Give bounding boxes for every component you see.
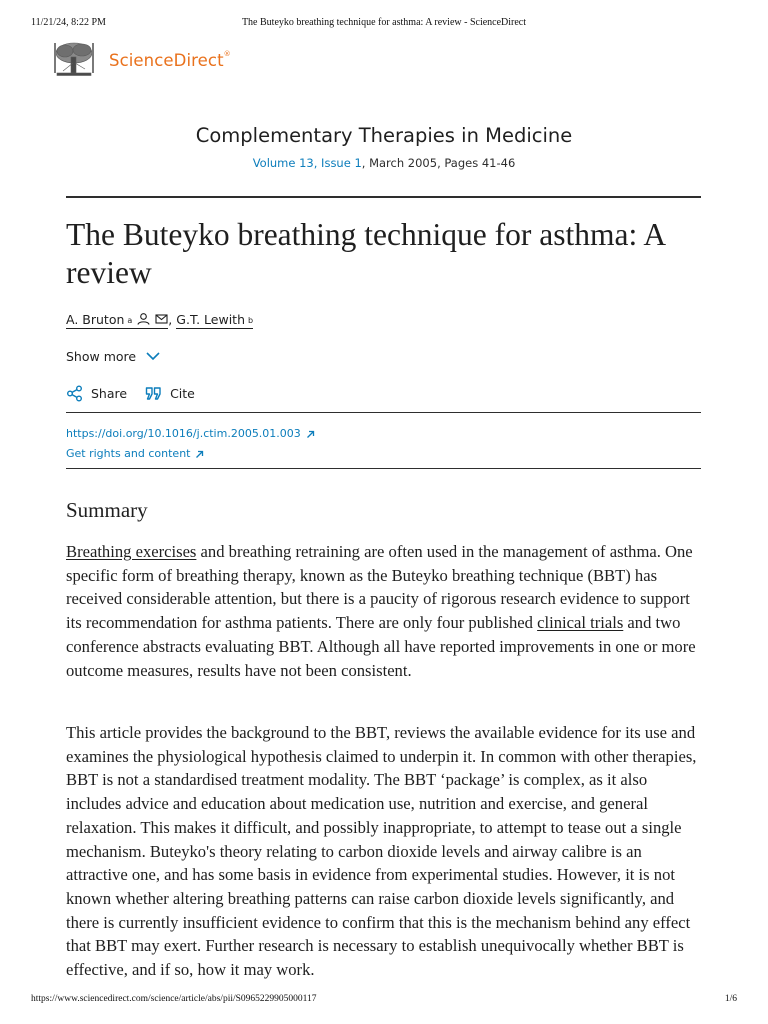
author-name: G.T. Lewith xyxy=(176,312,245,327)
article-actions xyxy=(66,385,213,402)
person-icon xyxy=(137,313,150,325)
external-link-icon xyxy=(195,450,204,459)
share-button[interactable] xyxy=(66,385,127,402)
chevron-down-icon xyxy=(146,352,160,361)
author-list xyxy=(66,312,253,329)
paragraph-text: and two conference abstracts evaluating BBT. Although all have reported improvements in one or more outcome measures, results have not been consistent. xyxy=(66,613,696,680)
article-title: The Buteyko breathing technique for asthma: A review xyxy=(66,217,665,290)
show-more-button[interactable] xyxy=(66,349,160,364)
breathing-exercises-link[interactable]: Breathing exercises xyxy=(66,542,197,561)
article-links xyxy=(66,424,315,464)
brand-name: ScienceDirect® xyxy=(109,49,231,70)
links-divider xyxy=(66,468,701,469)
doi-text: https://doi.org/10.1016/j.ctim.2005.01.003 xyxy=(66,427,301,440)
summary-paragraph-1 xyxy=(66,540,706,682)
volume-issue-link[interactable]: Volume 13, Issue 1 xyxy=(252,156,362,170)
share-icon xyxy=(66,385,83,402)
rights-text: Get rights and content xyxy=(66,447,191,460)
journal-name[interactable]: Complementary Therapies in Medicine xyxy=(195,124,573,147)
envelope-icon xyxy=(155,313,168,325)
print-doc-title: The Buteyko breathing technique for asthma: A review - ScienceDirect xyxy=(241,17,527,28)
external-link-icon xyxy=(306,430,315,439)
sciencedirect-logo[interactable] xyxy=(51,40,231,80)
clinical-trials-link[interactable]: clinical trials xyxy=(537,613,624,633)
paragraph-text: and breathing retraining are often used in the management of asthma. One specific form of breathing therapy, known as the Buteyko breathing technique (BBT) has received considerable attention, but there is a paucity of rigorous research evidence to support its recommendation for asthma patients. There are only four published xyxy=(66,542,693,633)
doi-link[interactable] xyxy=(66,424,315,444)
author-affiliation-mark: a xyxy=(127,316,133,325)
print-footer xyxy=(31,994,737,1008)
rights-link[interactable] xyxy=(66,444,315,464)
cite-label: Cite xyxy=(170,386,195,401)
registered-mark: ® xyxy=(223,49,231,58)
cite-button[interactable] xyxy=(145,385,195,402)
show-more-label: Show more xyxy=(66,349,137,364)
issue-date-pages: , March 2005, Pages 41-46 xyxy=(361,156,516,170)
summary-paragraph-2: This article provides the background to the BBT, reviews the available evidence for its use and examines the physiological hypothesis claimed to underpin it. In common with other therapies, BBT is not a standardised treatment modality. The BBT ‘package’ is complex, as it also includes advice and education about medication use, nutrition and exercise, and general relaxation. This makes it difficult, and possibly inappropriate, to attempt to tease out a single mechanism. Buteyko's theory relating to carbon dioxide levels and airway calibre is an attractive one, and has some basis in evidence from experimental studies. However, it is not known whether altering breathing patterns can raise carbon dioxide levels significantly, and there is currently insufficient evidence to confirm that this is the mechanism behind any effect that BBT may exert. Further research is necessary to establish unequivocally whether BBT is effective, and if so, how it may work. xyxy=(66,723,697,980)
quote-icon xyxy=(145,385,162,402)
issue-info xyxy=(66,156,702,170)
print-header xyxy=(31,17,737,31)
summary-heading: Summary xyxy=(66,498,148,522)
author-name: A. Bruton xyxy=(66,312,125,327)
author-link[interactable] xyxy=(176,312,253,329)
print-page-number: 1/6 xyxy=(724,994,737,1004)
author-separator: , xyxy=(168,312,173,327)
print-url: https://www.sciencedirect.com/science/article/abs/pii/S0965229905000117 xyxy=(31,994,317,1004)
share-label: Share xyxy=(91,386,128,401)
print-datetime: 11/21/24, 8:22 PM xyxy=(31,17,106,28)
author-affiliation-mark: b xyxy=(248,316,254,325)
elsevier-tree-logo-icon xyxy=(51,41,97,79)
actions-divider xyxy=(66,412,701,413)
author-link[interactable] xyxy=(66,312,168,329)
header-divider xyxy=(66,196,701,198)
